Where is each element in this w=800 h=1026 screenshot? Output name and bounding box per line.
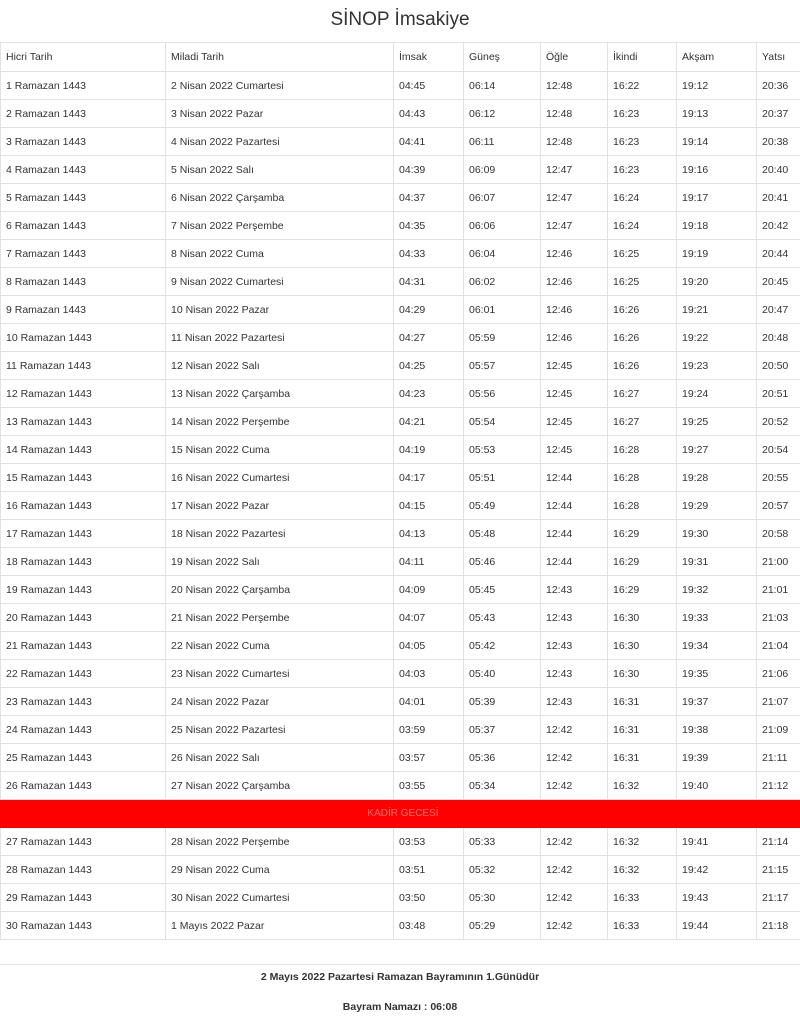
cell-ikindi: 16:32 [608,856,677,884]
cell-ogle: 12:44 [541,464,608,492]
cell-hicri: 13 Ramazan 1443 [1,408,166,436]
cell-imsak: 04:39 [394,156,464,184]
cell-ogle: 12:42 [541,856,608,884]
cell-ikindi: 16:23 [608,100,677,128]
cell-miladi: 15 Nisan 2022 Cuma [166,436,394,464]
cell-aksam: 19:32 [677,576,757,604]
cell-yatsi: 20:45 [757,268,800,296]
cell-ikindi: 16:23 [608,156,677,184]
cell-gunes: 05:56 [464,380,541,408]
cell-imsak: 04:03 [394,660,464,688]
cell-miladi: 14 Nisan 2022 Perşembe [166,408,394,436]
cell-ikindi: 16:27 [608,408,677,436]
cell-gunes: 05:49 [464,492,541,520]
cell-hicri: 24 Ramazan 1443 [1,716,166,744]
cell-aksam: 19:43 [677,884,757,912]
cell-ogle: 12:45 [541,380,608,408]
cell-aksam: 19:17 [677,184,757,212]
cell-aksam: 19:12 [677,72,757,100]
table-row [1,296,800,324]
cell-miladi: 27 Nisan 2022 Çarşamba [166,772,394,800]
cell-gunes: 06:12 [464,100,541,128]
header-aksam: Akşam [677,43,757,72]
cell-miladi: 20 Nisan 2022 Çarşamba [166,576,394,604]
cell-aksam: 19:27 [677,436,757,464]
cell-gunes: 06:07 [464,184,541,212]
cell-aksam: 19:38 [677,716,757,744]
page-title: SİNOP İmsakiye [330,9,470,30]
table-row [1,380,800,408]
cell-imsak: 04:29 [394,296,464,324]
cell-gunes: 05:36 [464,744,541,772]
cell-aksam: 19:16 [677,156,757,184]
header-yatsi: Yatsı [757,43,800,72]
cell-hicri: 29 Ramazan 1443 [1,884,166,912]
cell-hicri: 16 Ramazan 1443 [1,492,166,520]
cell-yatsi: 20:36 [757,72,800,100]
cell-ikindi: 16:26 [608,324,677,352]
cell-miladi: 7 Nisan 2022 Perşembe [166,212,394,240]
cell-yatsi: 20:38 [757,128,800,156]
cell-aksam: 19:23 [677,352,757,380]
cell-hicri: 19 Ramazan 1443 [1,576,166,604]
cell-ogle: 12:43 [541,632,608,660]
table-header-row [1,43,800,72]
cell-hicri: 12 Ramazan 1443 [1,380,166,408]
cell-imsak: 03:48 [394,912,464,940]
cell-hicri: 18 Ramazan 1443 [1,548,166,576]
cell-imsak: 04:05 [394,632,464,660]
cell-ikindi: 16:33 [608,884,677,912]
cell-miladi: 11 Nisan 2022 Pazartesi [166,324,394,352]
table-row [1,576,800,604]
cell-ogle: 12:46 [541,268,608,296]
cell-gunes: 05:57 [464,352,541,380]
cell-miladi: 6 Nisan 2022 Çarşamba [166,184,394,212]
cell-yatsi: 21:18 [757,912,800,940]
cell-aksam: 19:24 [677,380,757,408]
cell-imsak: 04:45 [394,72,464,100]
cell-aksam: 19:21 [677,296,757,324]
table-row [1,912,800,940]
cell-imsak: 04:27 [394,324,464,352]
cell-ogle: 12:42 [541,912,608,940]
cell-gunes: 06:04 [464,240,541,268]
table-body-after [1,828,800,940]
cell-gunes: 06:02 [464,268,541,296]
cell-ogle: 12:46 [541,240,608,268]
cell-ogle: 12:44 [541,548,608,576]
cell-miladi: 9 Nisan 2022 Cumartesi [166,268,394,296]
header-ogle: Öğle [541,43,608,72]
cell-ikindi: 16:28 [608,464,677,492]
cell-ikindi: 16:31 [608,716,677,744]
cell-ogle: 12:45 [541,408,608,436]
table-row [1,156,800,184]
cell-miladi: 13 Nisan 2022 Çarşamba [166,380,394,408]
cell-gunes: 05:30 [464,884,541,912]
cell-miladi: 22 Nisan 2022 Cuma [166,632,394,660]
cell-gunes: 05:46 [464,548,541,576]
table-row [1,856,800,884]
cell-gunes: 05:34 [464,772,541,800]
table-row [1,492,800,520]
cell-imsak: 03:50 [394,884,464,912]
cell-hicri: 25 Ramazan 1443 [1,744,166,772]
table-row [1,688,800,716]
cell-gunes: 05:29 [464,912,541,940]
cell-ogle: 12:46 [541,324,608,352]
cell-miladi: 18 Nisan 2022 Pazartesi [166,520,394,548]
cell-imsak: 03:51 [394,856,464,884]
table-row [1,240,800,268]
cell-aksam: 19:31 [677,548,757,576]
cell-aksam: 19:39 [677,744,757,772]
cell-miladi: 4 Nisan 2022 Pazartesi [166,128,394,156]
cell-ogle: 12:42 [541,744,608,772]
cell-ogle: 12:43 [541,576,608,604]
cell-miladi: 21 Nisan 2022 Perşembe [166,604,394,632]
cell-imsak: 04:31 [394,268,464,296]
table-row [1,716,800,744]
table-row [1,408,800,436]
cell-ogle: 12:47 [541,184,608,212]
cell-hicri: 1 Ramazan 1443 [1,72,166,100]
cell-miladi: 26 Nisan 2022 Salı [166,744,394,772]
cell-miladi: 29 Nisan 2022 Cuma [166,856,394,884]
table-row [1,268,800,296]
cell-miladi: 12 Nisan 2022 Salı [166,352,394,380]
cell-ogle: 12:48 [541,100,608,128]
cell-aksam: 19:13 [677,100,757,128]
cell-yatsi: 20:42 [757,212,800,240]
cell-gunes: 05:53 [464,436,541,464]
cell-hicri: 5 Ramazan 1443 [1,184,166,212]
cell-hicri: 10 Ramazan 1443 [1,324,166,352]
cell-aksam: 19:25 [677,408,757,436]
cell-imsak: 04:33 [394,240,464,268]
cell-imsak: 04:25 [394,352,464,380]
header-ikindi: İkindi [608,43,677,72]
cell-aksam: 19:20 [677,268,757,296]
cell-yatsi: 21:14 [757,828,800,856]
bayram-info: 2 Mayıs 2022 Pazartesi Ramazan Bayramının 1.Günüdür [260,971,540,983]
table-row [1,604,800,632]
cell-gunes: 06:14 [464,72,541,100]
cell-ikindi: 16:31 [608,744,677,772]
cell-ogle: 12:43 [541,660,608,688]
cell-hicri: 8 Ramazan 1443 [1,268,166,296]
cell-imsak: 04:41 [394,128,464,156]
cell-ogle: 12:43 [541,688,608,716]
table-row [1,184,800,212]
cell-imsak: 04:01 [394,688,464,716]
cell-ogle: 12:46 [541,296,608,324]
kadir-gecesi-row [1,800,800,828]
cell-miladi: 28 Nisan 2022 Perşembe [166,828,394,856]
cell-ikindi: 16:25 [608,240,677,268]
cell-miladi: 19 Nisan 2022 Salı [166,548,394,576]
cell-ogle: 12:42 [541,828,608,856]
cell-aksam: 19:29 [677,492,757,520]
cell-yatsi: 20:50 [757,352,800,380]
cell-ikindi: 16:33 [608,912,677,940]
cell-aksam: 19:41 [677,828,757,856]
cell-gunes: 06:06 [464,212,541,240]
cell-yatsi: 20:58 [757,520,800,548]
header-hicri: Hicri Tarih [1,43,166,72]
imsakiye-table [0,42,800,940]
cell-ogle: 12:45 [541,352,608,380]
cell-yatsi: 21:06 [757,660,800,688]
cell-yatsi: 20:41 [757,184,800,212]
cell-hicri: 4 Ramazan 1443 [1,156,166,184]
table-row [1,128,800,156]
table-row [1,772,800,800]
table-row [1,212,800,240]
bayram-namazi: Bayram Namazı : 06:08 [342,1001,458,1013]
cell-aksam: 19:28 [677,464,757,492]
cell-imsak: 04:19 [394,436,464,464]
cell-ikindi: 16:30 [608,632,677,660]
cell-gunes: 05:40 [464,660,541,688]
cell-miladi: 30 Nisan 2022 Cumartesi [166,884,394,912]
cell-ikindi: 16:30 [608,604,677,632]
cell-ikindi: 16:27 [608,380,677,408]
cell-miladi: 2 Nisan 2022 Cumartesi [166,72,394,100]
cell-ikindi: 16:32 [608,828,677,856]
cell-yatsi: 21:00 [757,548,800,576]
cell-yatsi: 21:01 [757,576,800,604]
cell-gunes: 05:32 [464,856,541,884]
cell-yatsi: 21:07 [757,688,800,716]
table-row [1,352,800,380]
cell-yatsi: 20:48 [757,324,800,352]
header-gunes: Güneş [464,43,541,72]
cell-gunes: 05:43 [464,604,541,632]
table-row [1,632,800,660]
cell-imsak: 04:23 [394,380,464,408]
cell-ikindi: 16:29 [608,520,677,548]
cell-aksam: 19:35 [677,660,757,688]
cell-imsak: 03:57 [394,744,464,772]
cell-ikindi: 16:32 [608,772,677,800]
table-row [1,744,800,772]
cell-hicri: 21 Ramazan 1443 [1,632,166,660]
table-row [1,100,800,128]
header-imsak: İmsak [394,43,464,72]
cell-hicri: 11 Ramazan 1443 [1,352,166,380]
cell-gunes: 06:11 [464,128,541,156]
cell-ogle: 12:45 [541,436,608,464]
cell-ikindi: 16:29 [608,576,677,604]
cell-gunes: 05:33 [464,828,541,856]
cell-yatsi: 21:04 [757,632,800,660]
cell-ogle: 12:43 [541,604,608,632]
cell-gunes: 05:37 [464,716,541,744]
table-row [1,464,800,492]
cell-imsak: 04:35 [394,212,464,240]
cell-imsak: 03:53 [394,828,464,856]
cell-aksam: 19:34 [677,632,757,660]
table-row [1,548,800,576]
cell-aksam: 19:42 [677,856,757,884]
cell-imsak: 04:15 [394,492,464,520]
cell-ikindi: 16:25 [608,268,677,296]
cell-gunes: 05:51 [464,464,541,492]
cell-hicri: 15 Ramazan 1443 [1,464,166,492]
table-row [1,884,800,912]
cell-ogle: 12:42 [541,716,608,744]
cell-yatsi: 20:55 [757,464,800,492]
cell-hicri: 14 Ramazan 1443 [1,436,166,464]
cell-aksam: 19:30 [677,520,757,548]
table-body-before [1,72,800,800]
cell-ikindi: 16:23 [608,128,677,156]
cell-gunes: 05:45 [464,576,541,604]
cell-imsak: 04:09 [394,576,464,604]
cell-aksam: 19:33 [677,604,757,632]
cell-yatsi: 20:54 [757,436,800,464]
cell-ogle: 12:44 [541,520,608,548]
cell-miladi: 3 Nisan 2022 Pazar [166,100,394,128]
cell-imsak: 04:13 [394,520,464,548]
kadir-section [1,800,800,828]
cell-ikindi: 16:28 [608,492,677,520]
kadir-gecesi-label: KADİR GECESİ [1,800,800,828]
table-row [1,660,800,688]
cell-gunes: 05:39 [464,688,541,716]
cell-yatsi: 20:57 [757,492,800,520]
cell-imsak: 04:43 [394,100,464,128]
cell-gunes: 05:42 [464,632,541,660]
cell-aksam: 19:14 [677,128,757,156]
cell-hicri: 3 Ramazan 1443 [1,128,166,156]
cell-yatsi: 20:52 [757,408,800,436]
table-row [1,520,800,548]
cell-ogle: 12:47 [541,156,608,184]
cell-ogle: 12:47 [541,212,608,240]
cell-gunes: 06:01 [464,296,541,324]
header-miladi: Miladi Tarih [166,43,394,72]
cell-ikindi: 16:28 [608,436,677,464]
cell-aksam: 19:19 [677,240,757,268]
cell-aksam: 19:37 [677,688,757,716]
cell-hicri: 2 Ramazan 1443 [1,100,166,128]
cell-imsak: 03:59 [394,716,464,744]
cell-ikindi: 16:22 [608,72,677,100]
cell-ikindi: 16:29 [608,548,677,576]
table-row [1,828,800,856]
cell-yatsi: 21:03 [757,604,800,632]
cell-miladi: 1 Mayıs 2022 Pazar [166,912,394,940]
cell-imsak: 04:07 [394,604,464,632]
cell-gunes: 05:54 [464,408,541,436]
cell-ikindi: 16:26 [608,352,677,380]
cell-imsak: 04:11 [394,548,464,576]
cell-ikindi: 16:24 [608,212,677,240]
cell-ogle: 12:42 [541,884,608,912]
cell-ogle: 12:44 [541,492,608,520]
cell-gunes: 05:48 [464,520,541,548]
cell-miladi: 24 Nisan 2022 Pazar [166,688,394,716]
cell-aksam: 19:18 [677,212,757,240]
table-row [1,436,800,464]
cell-ogle: 12:48 [541,72,608,100]
cell-miladi: 5 Nisan 2022 Salı [166,156,394,184]
cell-yatsi: 20:44 [757,240,800,268]
cell-ikindi: 16:31 [608,688,677,716]
cell-ikindi: 16:26 [608,296,677,324]
table-row [1,72,800,100]
cell-aksam: 19:22 [677,324,757,352]
cell-miladi: 23 Nisan 2022 Cumartesi [166,660,394,688]
cell-hicri: 9 Ramazan 1443 [1,296,166,324]
cell-aksam: 19:40 [677,772,757,800]
cell-imsak: 04:21 [394,408,464,436]
cell-imsak: 04:37 [394,184,464,212]
cell-yatsi: 20:37 [757,100,800,128]
cell-gunes: 05:59 [464,324,541,352]
cell-hicri: 17 Ramazan 1443 [1,520,166,548]
cell-imsak: 04:17 [394,464,464,492]
cell-ikindi: 16:30 [608,660,677,688]
cell-hicri: 27 Ramazan 1443 [1,828,166,856]
cell-ogle: 12:48 [541,128,608,156]
cell-gunes: 06:09 [464,156,541,184]
cell-hicri: 6 Ramazan 1443 [1,212,166,240]
cell-hicri: 28 Ramazan 1443 [1,856,166,884]
cell-miladi: 8 Nisan 2022 Cuma [166,240,394,268]
cell-miladi: 17 Nisan 2022 Pazar [166,492,394,520]
cell-hicri: 20 Ramazan 1443 [1,604,166,632]
cell-yatsi: 21:12 [757,772,800,800]
cell-hicri: 7 Ramazan 1443 [1,240,166,268]
cell-yatsi: 21:11 [757,744,800,772]
cell-yatsi: 21:09 [757,716,800,744]
cell-yatsi: 20:40 [757,156,800,184]
cell-hicri: 23 Ramazan 1443 [1,688,166,716]
cell-miladi: 16 Nisan 2022 Cumartesi [166,464,394,492]
cell-ikindi: 16:24 [608,184,677,212]
footer-divider [0,964,800,965]
cell-hicri: 26 Ramazan 1443 [1,772,166,800]
cell-yatsi: 20:47 [757,296,800,324]
cell-yatsi: 20:51 [757,380,800,408]
cell-yatsi: 21:17 [757,884,800,912]
cell-aksam: 19:44 [677,912,757,940]
cell-hicri: 30 Ramazan 1443 [1,912,166,940]
cell-miladi: 25 Nisan 2022 Pazartesi [166,716,394,744]
table-row [1,324,800,352]
cell-yatsi: 21:15 [757,856,800,884]
cell-hicri: 22 Ramazan 1443 [1,660,166,688]
cell-imsak: 03:55 [394,772,464,800]
cell-ogle: 12:42 [541,772,608,800]
cell-miladi: 10 Nisan 2022 Pazar [166,296,394,324]
